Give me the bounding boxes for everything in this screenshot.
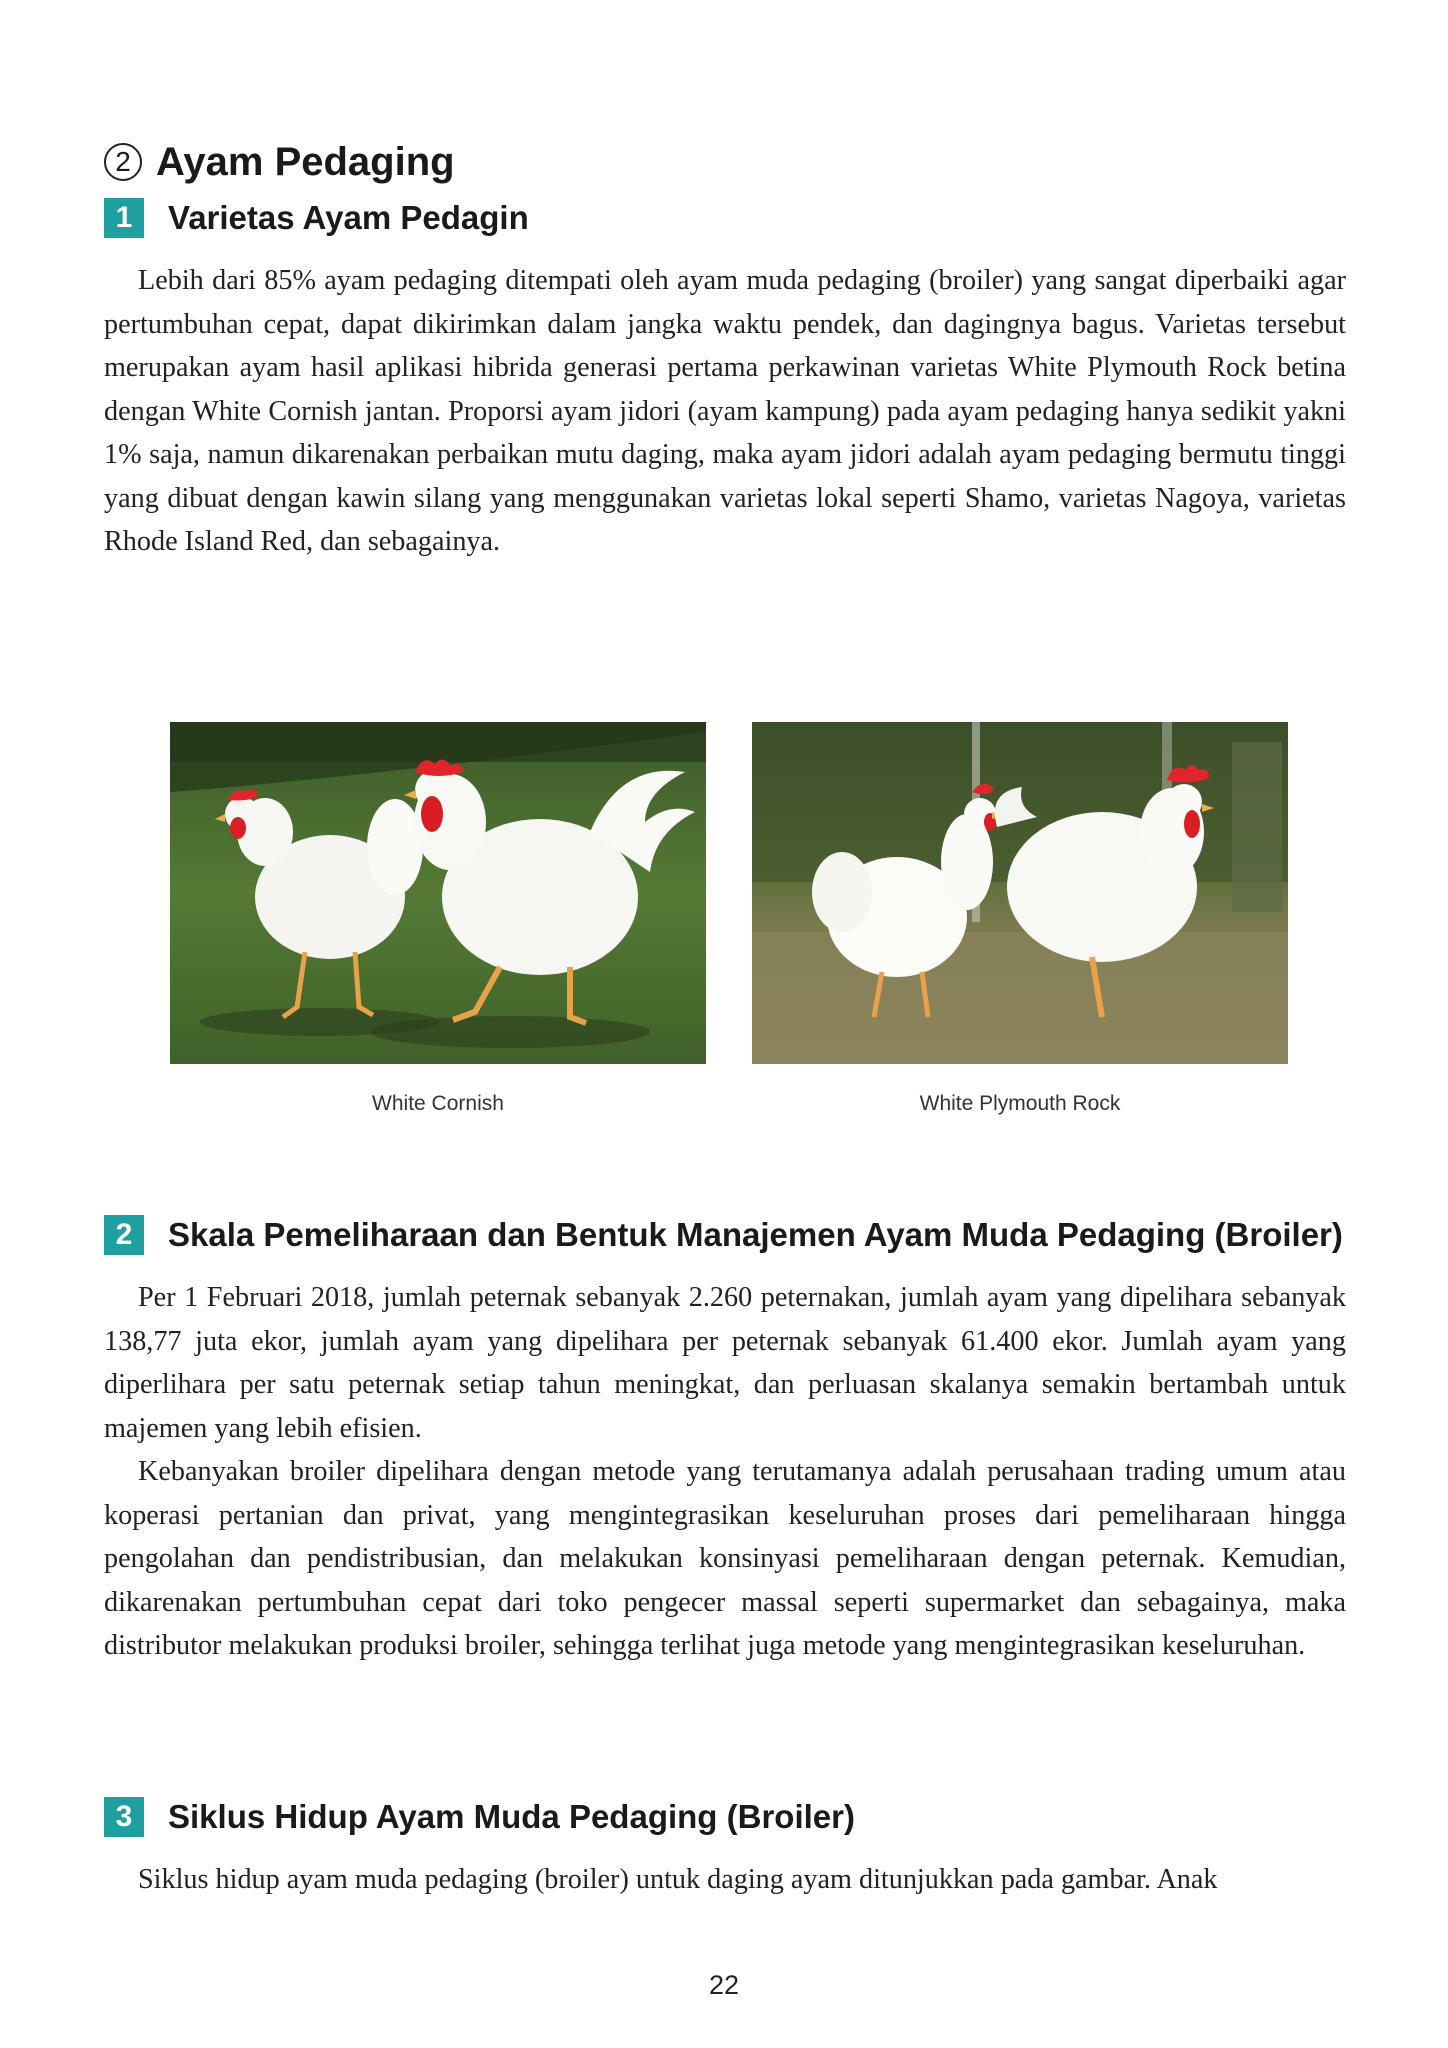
section-2-paragraph-1: Per 1 Februari 2018, jumlah peternak sebanyak 2.260 peternakan, jumlah ayam yang dipelihara sebanyak 138,77 juta ekor, jumlah ayam yang dipelihara per peternak sebanyak 61.400 ekor. Jumlah ayam yang diperlihara per satu peternak setiap tahun meningkat, dan perluasan skalanya semakin bertambah untuk majemen yang lebih efisien. (104, 1282, 1346, 1444)
section-3-heading (104, 1797, 855, 1837)
main-heading-title: Ayam Pedaging (156, 139, 455, 184)
figure-caption: White Cornish (372, 1092, 504, 1115)
section-2-title: Skala Pemeliharaan dan Bentuk Manajemen Ayam Muda Pedaging (Broiler) (168, 1216, 1343, 1253)
section-number-badge: 2 (104, 1215, 144, 1255)
circled-number: 2 (104, 143, 142, 181)
section-3-title: Siklus Hidup Ayam Muda Pedaging (Broiler) (168, 1798, 855, 1835)
section-2-heading (104, 1215, 1343, 1255)
figure-caption: White Plymouth Rock (919, 1092, 1121, 1115)
main-heading (104, 132, 455, 192)
section-number-badge: 1 (104, 198, 144, 238)
section-3-paragraph: Siklus hidup ayam muda pedaging (broiler) untuk daging ayam ditunjukkan pada gambar. Anak (138, 1864, 1218, 1895)
white-cornish-photo (170, 722, 706, 1064)
section-number-badge: 3 (104, 1797, 144, 1837)
page-number: 22 (708, 1970, 740, 2000)
white-plymouth-rock-photo (752, 722, 1288, 1064)
section-1-paragraph: Lebih dari 85% ayam pedaging ditempati oleh ayam muda pedaging (broiler) yang sangat diperbaiki agar pertumbuhan cepat, dapat dikirimkan dalam jangka waktu pendek, dan dagingnya bagus. Varietas tersebut merupakan ayam hasil aplikasi hibrida generasi pertama perkawinan varietas White Plymouth Rock betina dengan White Cornish jantan. Proporsi ayam jidori (ayam kampung) pada ayam pedaging hanya sedikit yakni 1% saja, namun dikarenakan perbaikan mutu daging, maka ayam jidori adalah ayam pedaging bermutu tinggi yang dibuat dengan kawin silang yang menggunakan varietas lokal seperti Shamo, varietas Nagoya, varietas Rhode Island Red, dan sebagainya. (104, 265, 1346, 557)
section-2-paragraph-2: Kebanyakan broiler dipelihara dengan metode yang terutamanya adalah perusahaan trading umum atau koperasi pertanian dan privat, yang mengintegrasikan keseluruhan proses dari pemeliharaan hingga pengolahan dan pendistribusian, dan melakukan konsinyasi pemeliharaan dengan peternak. Kemudian, dikarenakan pertumbuhan cepat dari toko pengecer massal seperti supermarket dan sebagainya, maka distributor melakukan produksi broiler, sehingga terlihat juga metode yang mengintegrasikan keseluruhan. (104, 1456, 1346, 1661)
section-1-title: Varietas Ayam Pedagin (168, 199, 529, 236)
section-1-heading (104, 198, 529, 238)
